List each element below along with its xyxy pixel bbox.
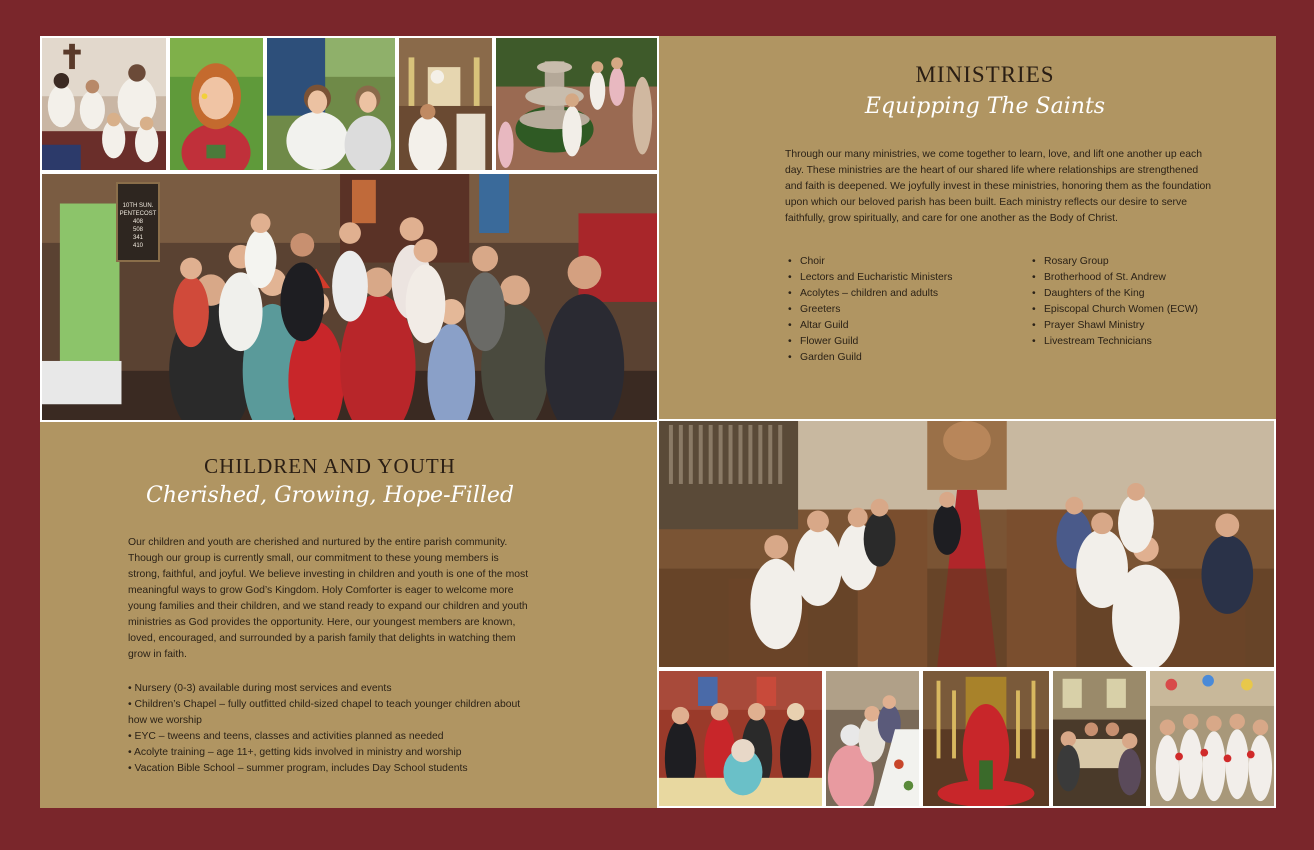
list-item: • Vacation Bible School – summer program, includes Day School students <box>128 763 468 774</box>
magazine-spread <box>40 36 1276 808</box>
hymn-board-line: PENTECOST <box>119 211 157 217</box>
photo-veiled-altar <box>921 669 1051 808</box>
ministries-subheading: Equipping The Saints <box>864 94 1106 119</box>
children-heading: CHILDREN AND YOUTH <box>204 454 456 478</box>
list-item: • Acolytes – children and adults <box>785 286 1005 302</box>
list-item: • Acolyte training – age 11+, getting kids involved in ministry and worship <box>128 747 462 758</box>
hymn-board <box>116 182 160 262</box>
hymn-board-number: 508 <box>132 227 143 233</box>
photo-choir-chancel <box>657 419 1276 669</box>
children-intro: Our children and youth are cherished and nurtured by the entire parish community. Though our group is currently small, our commitment to these young members is strong, faithful, and joyful. We believe investing in children and youth is one of the most meaningful ways to grow God’s Kingdom. Holy Comforter is eager to welcome more young families and their children, and we stand ready to expand our children and youth ministries as God provides the opportunity. Here, our youngest members are known, loved, encouraged, and surrounded by a parish family that delights in watching them grow in faith. <box>128 537 529 660</box>
list-item: • Rosary Group <box>1029 254 1259 270</box>
photo-girl-outdoors <box>168 36 265 172</box>
list-item: • Altar Guild <box>785 318 1005 334</box>
list-item: • Prayer Shawl Ministry <box>1029 318 1259 334</box>
photo-ladies-cake <box>657 669 824 808</box>
list-item: • Garden Guild <box>785 350 1005 366</box>
photo-children-playground <box>265 36 397 172</box>
list-item: • Lectors and Eucharistic Ministers <box>785 270 1005 286</box>
photo-acolytes-group <box>40 36 168 172</box>
list-item: • Brotherhood of St. Andrew <box>1029 270 1259 286</box>
ministries-heading: MINISTRIES <box>915 62 1055 87</box>
list-item: • EYC – tweens and teens, classes and activities planned as needed <box>128 731 444 742</box>
list-item: • Children’s Chapel – fully outfitted child-sized chapel to teach younger children about how we worship <box>128 699 521 726</box>
list-item: • Nursery (0-3) available during most services and events <box>128 683 392 694</box>
hymn-board-number: 408 <box>132 219 143 225</box>
photo-congregation-group <box>40 172 659 422</box>
hymn-board-number: 341 <box>132 235 143 241</box>
photo-parish-dinner <box>1051 669 1148 808</box>
list-item: • Greeters <box>785 302 1005 318</box>
ministries-list-left <box>785 254 1005 366</box>
hymn-board-number: 410 <box>132 243 143 249</box>
ministries-intro: Through our many ministries, we come together to learn, love, and lift one another up each day. These ministries are the heart of our shared life where relationships are strengthened and faith is deepened. We joyfully invest in these ministries, honoring them as the foundation upon which our beloved parish has been built. Each ministry reflects our desire to serve faithfully, grow spiritually, and care for one another as the Body of Christ. <box>785 149 1212 224</box>
list-item: • Livestream Technicians <box>1029 334 1259 350</box>
list-item: • Choir <box>785 254 1005 270</box>
list-item: • Flower Guild <box>785 334 1005 350</box>
list-item: • Daughters of the King <box>1029 286 1259 302</box>
photo-women-group <box>1148 669 1276 808</box>
list-item: • Episcopal Church Women (ECW) <box>1029 302 1259 318</box>
photo-garden-fountain <box>494 36 659 172</box>
photo-dinner-table <box>824 669 921 808</box>
children-list <box>128 681 532 777</box>
photo-altar-acolyte <box>397 36 494 172</box>
hymn-board-line: 10TH SUN. <box>122 203 154 209</box>
children-subheading: Cherished, Growing, Hope-Filled <box>145 483 514 508</box>
ministries-list-right <box>1029 254 1259 350</box>
